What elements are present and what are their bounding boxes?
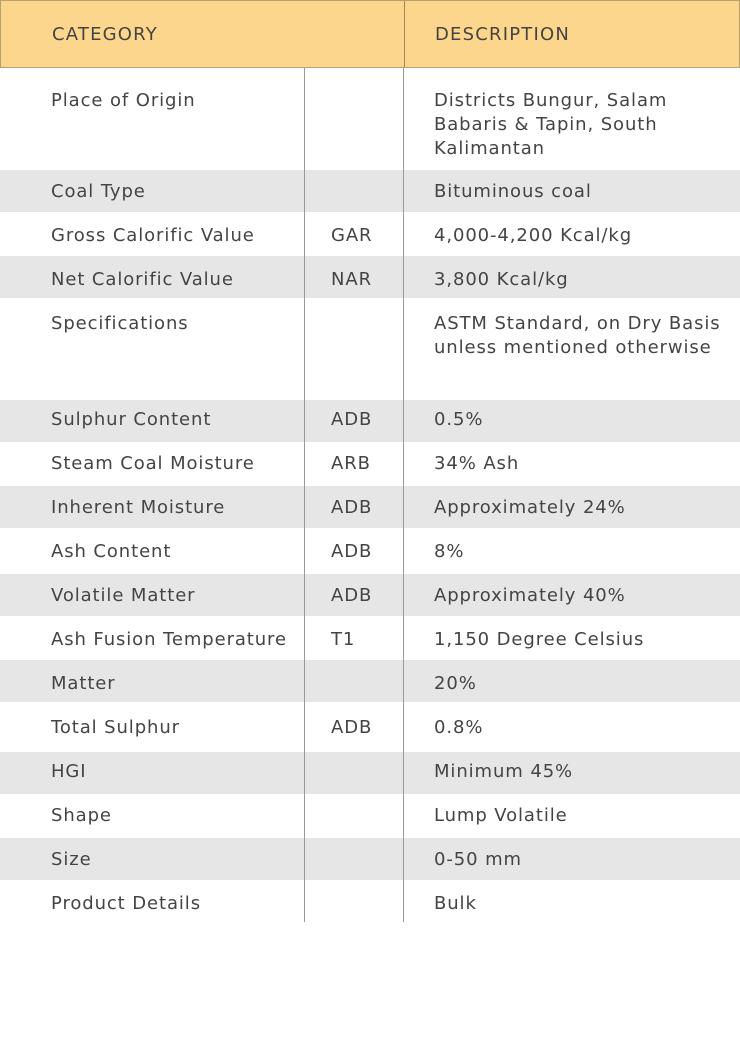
table-row bbox=[0, 616, 740, 660]
row-unit: ADB bbox=[331, 717, 373, 738]
table-row bbox=[0, 298, 740, 400]
table-row bbox=[0, 702, 740, 752]
table-row bbox=[0, 256, 740, 298]
row-unit: NAR bbox=[331, 269, 372, 290]
row-category: HGI bbox=[51, 761, 87, 782]
column-divider bbox=[403, 60, 404, 922]
row-unit: ADB bbox=[331, 585, 373, 606]
row-description: 3,800 Kcal/kg bbox=[434, 269, 569, 290]
column-divider bbox=[304, 60, 305, 922]
table-body bbox=[0, 60, 740, 926]
table-row bbox=[0, 60, 740, 170]
row-unit: ADB bbox=[331, 497, 373, 518]
row-category: Inherent Moisture bbox=[51, 497, 226, 518]
row-category: Ash Fusion Temperature bbox=[51, 629, 287, 650]
table-row bbox=[0, 880, 740, 926]
row-description: Minimum 45% bbox=[434, 761, 574, 782]
table-row bbox=[0, 212, 740, 256]
row-category: Sulphur Content bbox=[51, 409, 212, 430]
row-description: 34% Ash bbox=[434, 453, 520, 474]
row-category: Gross Calorific Value bbox=[51, 225, 255, 246]
row-unit: ADB bbox=[331, 409, 373, 430]
row-category: Coal Type bbox=[51, 181, 146, 202]
row-unit: T1 bbox=[331, 629, 356, 650]
row-category: Specifications bbox=[51, 313, 189, 334]
table-row bbox=[0, 660, 740, 702]
row-description: 20% bbox=[434, 673, 477, 694]
row-description: 1,150 Degree Celsius bbox=[434, 629, 645, 650]
row-description: 0.5% bbox=[434, 409, 484, 430]
row-description: Bituminous coal bbox=[434, 181, 592, 202]
row-description: 0-50 mm bbox=[434, 849, 522, 870]
row-description: Lump Volatile bbox=[434, 805, 568, 826]
table-row bbox=[0, 170, 740, 212]
row-category: Ash Content bbox=[51, 541, 172, 562]
row-unit: ARB bbox=[331, 453, 371, 474]
table-row bbox=[0, 400, 740, 442]
row-category: Shape bbox=[51, 805, 112, 826]
row-category: Volatile Matter bbox=[51, 585, 196, 606]
table-row bbox=[0, 574, 740, 616]
row-description: 0.8% bbox=[434, 717, 484, 738]
row-unit: GAR bbox=[331, 225, 373, 246]
row-description: 8% bbox=[434, 541, 465, 562]
row-category: Place of Origin bbox=[51, 90, 196, 111]
row-category: Size bbox=[51, 849, 92, 870]
header-divider bbox=[404, 1, 405, 67]
row-description: Approximately 24% bbox=[434, 497, 626, 518]
table-row bbox=[0, 838, 740, 880]
table-row bbox=[0, 794, 740, 838]
table-row bbox=[0, 486, 740, 528]
row-description: 4,000-4,200 Kcal/kg bbox=[434, 225, 633, 246]
table-row bbox=[0, 528, 740, 574]
row-category: Total Sulphur bbox=[51, 717, 180, 738]
table-row bbox=[0, 442, 740, 486]
table-row bbox=[0, 752, 740, 794]
row-description: Bulk bbox=[434, 893, 477, 914]
row-category: Net Calorific Value bbox=[51, 269, 234, 290]
header-category: CATEGORY bbox=[52, 24, 158, 45]
row-unit: ADB bbox=[331, 541, 373, 562]
header-description: DESCRIPTION bbox=[435, 24, 571, 45]
row-description: Districts Bungur, Salam Babaris & Tapin, South Kalimantan bbox=[434, 90, 668, 159]
row-description: ASTM Standard, on Dry Basis unless mentioned otherwise bbox=[434, 313, 721, 358]
row-category: Product Details bbox=[51, 893, 201, 914]
table-header bbox=[0, 0, 740, 68]
row-description: Approximately 40% bbox=[434, 585, 626, 606]
row-category: Steam Coal Moisture bbox=[51, 453, 255, 474]
row-category: Matter bbox=[51, 673, 116, 694]
